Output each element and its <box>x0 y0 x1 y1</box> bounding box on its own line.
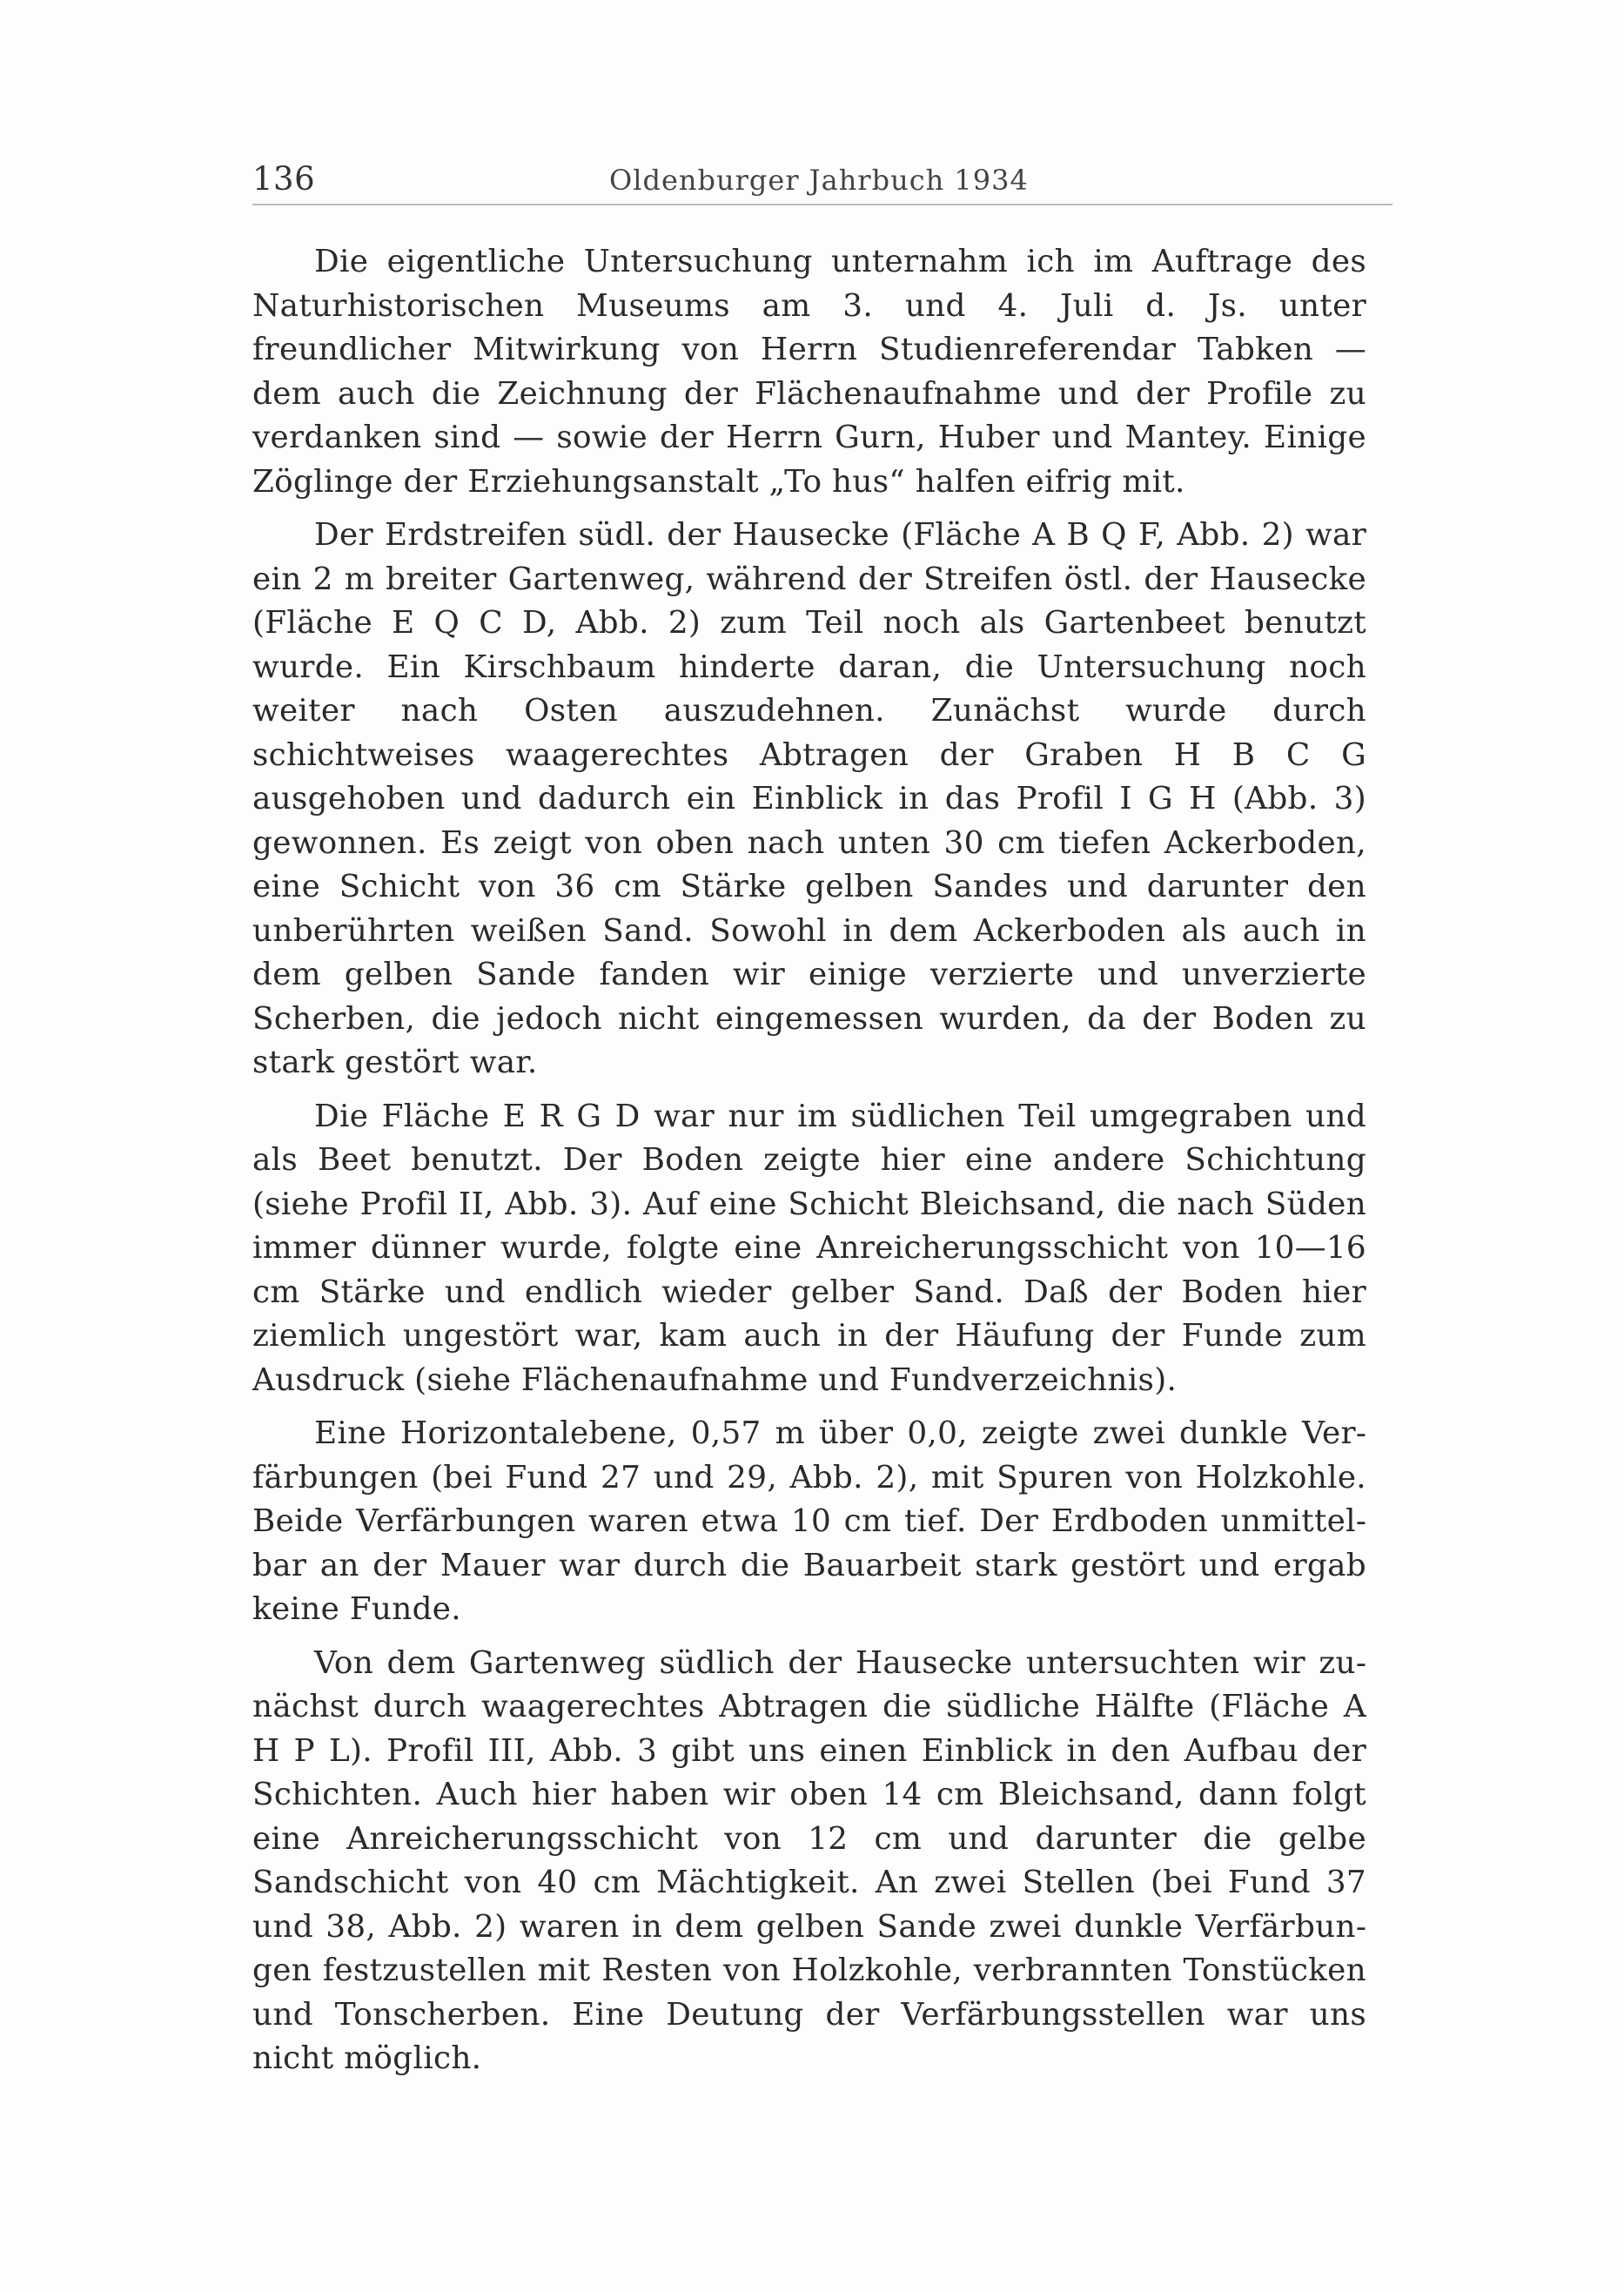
page-header <box>252 157 1392 205</box>
paragraph: Der Erdstreifen südl. der Hausecke (Fläche A B Q F, Abb. 2) war ein 2 m breiter Gartenweg, während der Streifen östl. der Hausecke (Fläche E Q C D, Abb. 2) zum Teil noch als Gartenbeet benutzt wurde. Ein Kirschbaum hinderte daran, die Untersuchung noch weiter nach Osten auszudehnen. Zunächst wurde durch schichtweises waagerechtes Abtragen der Graben H B C G ausgehoben und dadurch ein Einblick in das Profil I G H (Abb. 3) gewonnen. Es zeigt von oben nach unten 30 cm tiefen Ackerboden, eine Schicht von 36 cm Stärke gelben Sandes und darunter den unberührten weißen Sand. Sowohl in dem Ackerboden als auch in dem gelben Sande fanden wir einige verzierte und unverzierte Scherben, die jedoch nicht eingemessen wurden, da der Boden zu stark gestört war. <box>252 517 1366 1080</box>
body-text <box>252 240 1366 2091</box>
paragraph: Eine Horizontalebene, 0,57 m über 0,0, zeigte zwei dunkle Verfärbungen (bei Fund 27 und 29, Abb. 2), mit Spuren von Holzkohle. Beide Verfärbungen waren etwa 10 cm tief. Der Erdboden unmittelbar an der Mauer war durch die Bauarbeit stark gestört und ergab keine Funde. <box>252 1415 1366 1627</box>
running-title: Oldenburger Jahrbuch 1934 <box>609 164 1029 197</box>
paragraph: Von dem Gartenweg südlich der Hausecke untersuchten wir zunächst durch waagerechtes Abtragen die südliche Hälfte (Fläche A H P L). Profil III, Abb. 3 gibt uns einen Einblick in den Aufbau der Schichten. Auch hier haben wir oben 14 cm Bleichsand, dann folgt eine Anreicherungsschicht von 12 cm und darunter die gelbe Sandschicht von 40 cm Mächtigkeit. An zwei Stellen (bei Fund 37 und 38, Abb. 2) waren in dem gelben Sande zwei dunkle Verfärbungen festzustellen mit Resten von Holzkohle, verbrannten Tonstücken und Tonscherben. Eine Deutung der Verfärbungsstellen war uns nicht möglich. <box>252 1644 1366 2076</box>
paragraph: Die eigentliche Untersuchung unternahm ich im Auftrage des Naturhistorischen Museums am 3. und 4. Juli d. Js. unter freundlicher Mitwirkung von Herrn Studienreferendar Tabken — dem auch die Zeichnung der Flächenaufnahme und der Profile zu verdanken sind — sowie der Herrn Gurn, Huber und Mantey. Einige Zöglinge der Erziehungsanstalt „To hus“ halfen eifrig mit. <box>252 244 1366 500</box>
paragraph: Die Fläche E R G D war nur im südlichen Teil umgegraben und als Beet benutzt. Der Boden zeigte hier eine andere Schichtung (siehe Profil II, Abb. 3). Auf eine Schicht Bleichsand, die nach Süden immer dünner wurde, folgte eine Anreicherungsschicht von 10—16 cm Stärke und endlich wieder gelber Sand. Daß der Boden hier ziemlich ungestört war, kam auch in der Häufung der Funde zum Ausdruck (siehe Flächenaufnahme und Fundverzeichnis). <box>252 1098 1366 1398</box>
page-number: 136 <box>252 160 316 198</box>
